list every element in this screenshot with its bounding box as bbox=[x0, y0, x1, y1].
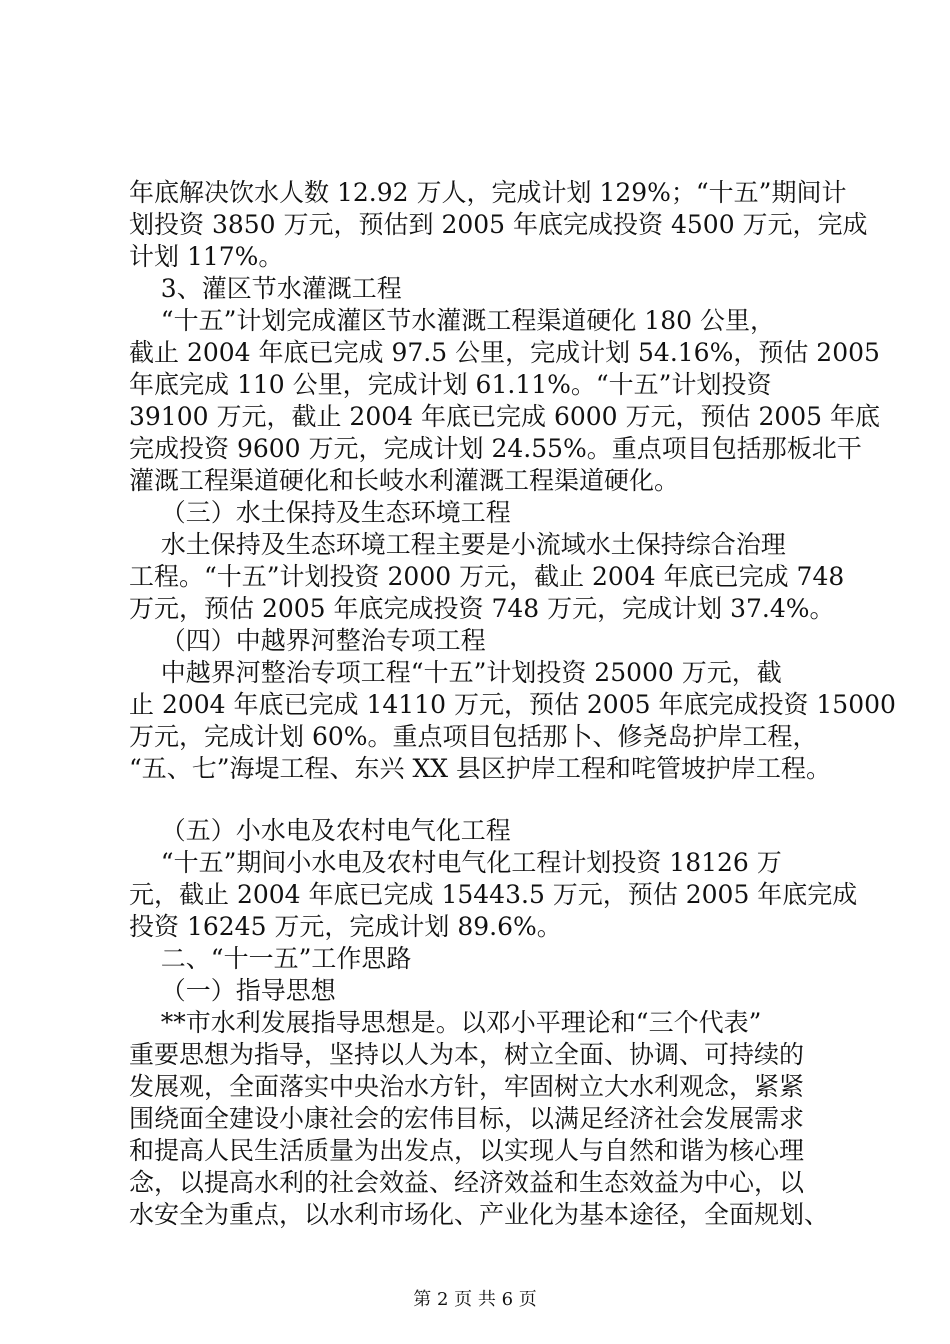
paragraph-line: 万元，完成计划 60%。重点项目包括那卜、修尧岛护岸工程， bbox=[129, 722, 818, 751]
section-heading: （五）小水电及农村电气化工程 bbox=[129, 816, 511, 845]
paragraph-line: 围绕面全建设小康社会的宏伟目标，以满足经济社会发展需求 bbox=[129, 1104, 805, 1133]
paragraph-line: 水安全为重点，以水利市场化、产业化为基本途径，全面规划、 bbox=[129, 1200, 830, 1229]
paragraph-line: 中越界河整治专项工程“十五”计划投资 25000 万元，截 bbox=[129, 658, 782, 687]
paragraph-line: 万元，预估 2005 年底完成投资 748 万元，完成计划 37.4%。 bbox=[129, 594, 835, 623]
paragraph-line: 水土保持及生态环境工程主要是小流域水土保持综合治理 bbox=[129, 530, 786, 559]
section-heading: （四）中越界河整治专项工程 bbox=[129, 626, 486, 655]
paragraph-line: 工程。“十五”计划投资 2000 万元，截止 2004 年底已完成 748 bbox=[129, 562, 845, 591]
paragraph-line: 截止 2004 年底已完成 97.5 公里，完成计划 54.16%，预估 2005 bbox=[129, 338, 880, 367]
paragraph-line: 止 2004 年底已完成 14110 万元，预估 2005 年底完成投资 15000 bbox=[129, 690, 896, 719]
section-heading: （三）水土保持及生态环境工程 bbox=[129, 498, 511, 527]
paragraph-line: “十五”计划完成灌区节水灌溉工程渠道硬化 180 公里， bbox=[129, 306, 775, 335]
paragraph-line: 重要思想为指导，坚持以人为本，树立全面、协调、可持续的 bbox=[129, 1040, 805, 1069]
paragraph-line: 发展观，全面落实中央治水方针，牢固树立大水利观念，紧紧 bbox=[129, 1072, 805, 1101]
paragraph-line: 39100 万元，截止 2004 年底已完成 6000 万元，预估 2005 年底 bbox=[129, 402, 881, 431]
page-number-footer: 第 2 页 共 6 页 bbox=[413, 1289, 537, 1310]
paragraph-line: 完成投资 9600 万元，完成计划 24.55%。重点项目包括那板北干 bbox=[129, 434, 862, 463]
section-heading: 3、灌区节水灌溉工程 bbox=[129, 274, 402, 303]
paragraph-line: **市水利发展指导思想是。以邓小平理论和“三个代表” bbox=[129, 1008, 762, 1037]
paragraph-line: 灌溉工程渠道硬化和长岐水利灌溉工程渠道硬化。 bbox=[129, 466, 680, 495]
paragraph-line: 和提高人民生活质量为出发点，以实现人与自然和谐为核心理 bbox=[129, 1136, 805, 1165]
paragraph-line: 投资 16245 万元，完成计划 89.6%。 bbox=[129, 912, 562, 941]
paragraph-line: 元，截止 2004 年底已完成 15443.5 万元，预估 2005 年底完成 bbox=[129, 880, 858, 909]
section-heading: （一）指导思想 bbox=[129, 976, 336, 1005]
section-heading: 二、“十一五”工作思路 bbox=[129, 944, 412, 973]
paragraph-line: 念，以提高水利的社会效益、经济效益和生态效益为中心，以 bbox=[129, 1168, 805, 1197]
paragraph-line: “十五”期间小水电及农村电气化工程计划投资 18126 万 bbox=[129, 848, 782, 877]
paragraph-line: 年底解决饮水人数 12.92 万人，完成计划 129%；“十五”期间计 bbox=[129, 178, 847, 207]
paragraph-line: 年底完成 110 公里，完成计划 61.11%。“十五”计划投资 bbox=[129, 370, 772, 399]
paragraph-line: “五、七”海堤工程、东兴 XX 县区护岸工程和咤管坡护岸工程。 bbox=[129, 754, 832, 783]
paragraph-line: 划投资 3850 万元，预估到 2005 年底完成投资 4500 万元，完成 bbox=[129, 210, 868, 239]
paragraph-line: 计划 117%。 bbox=[129, 242, 284, 271]
